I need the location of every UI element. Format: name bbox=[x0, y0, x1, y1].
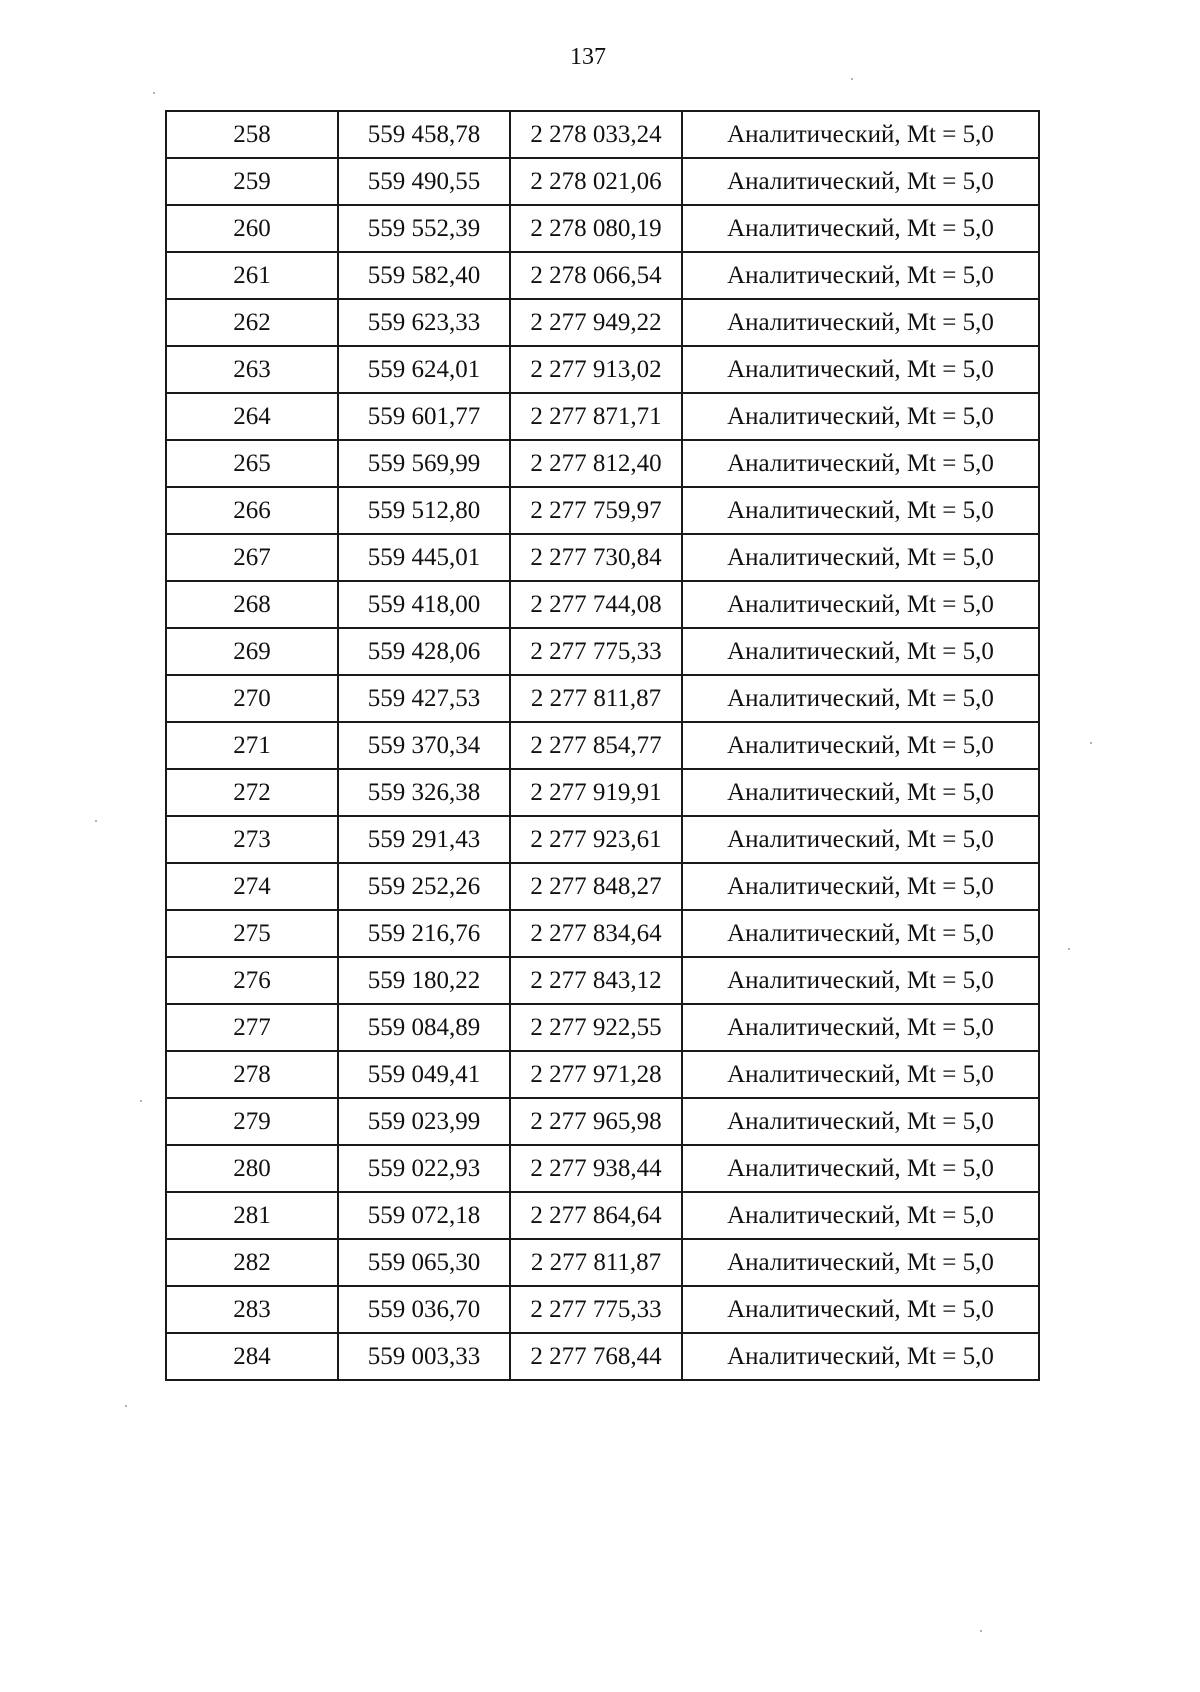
method-cell: Аналитический, Mt = 5,0 bbox=[682, 252, 1039, 299]
table-row bbox=[166, 299, 1039, 346]
method-cell: Аналитический, Mt = 5,0 bbox=[682, 628, 1039, 675]
x-coordinate-cell: 559 512,80 bbox=[338, 487, 510, 534]
y-coordinate-cell: 2 277 864,64 bbox=[510, 1192, 682, 1239]
table-row bbox=[166, 158, 1039, 205]
y-coordinate-cell: 2 277 744,08 bbox=[510, 581, 682, 628]
point-number-cell: 275 bbox=[166, 910, 338, 957]
y-coordinate-cell: 2 277 812,40 bbox=[510, 440, 682, 487]
method-cell: Аналитический, Mt = 5,0 bbox=[682, 1192, 1039, 1239]
x-coordinate-cell: 559 370,34 bbox=[338, 722, 510, 769]
x-coordinate-cell: 559 065,30 bbox=[338, 1239, 510, 1286]
method-cell: Аналитический, Mt = 5,0 bbox=[682, 1098, 1039, 1145]
table-row bbox=[166, 1239, 1039, 1286]
table-row bbox=[166, 1192, 1039, 1239]
point-number-cell: 259 bbox=[166, 158, 338, 205]
y-coordinate-cell: 2 278 021,06 bbox=[510, 158, 682, 205]
table-row bbox=[166, 1145, 1039, 1192]
table-row bbox=[166, 440, 1039, 487]
point-number-cell: 274 bbox=[166, 863, 338, 910]
y-coordinate-cell: 2 277 843,12 bbox=[510, 957, 682, 1004]
method-cell: Аналитический, Mt = 5,0 bbox=[682, 1239, 1039, 1286]
page-number: 137 bbox=[570, 44, 606, 70]
method-cell: Аналитический, Mt = 5,0 bbox=[682, 1333, 1039, 1380]
point-number-cell: 281 bbox=[166, 1192, 338, 1239]
table-row bbox=[166, 1098, 1039, 1145]
x-coordinate-cell: 559 084,89 bbox=[338, 1004, 510, 1051]
x-coordinate-cell: 559 049,41 bbox=[338, 1051, 510, 1098]
table-row bbox=[166, 722, 1039, 769]
method-cell: Аналитический, Mt = 5,0 bbox=[682, 816, 1039, 863]
x-coordinate-cell: 559 291,43 bbox=[338, 816, 510, 863]
x-coordinate-cell: 559 023,99 bbox=[338, 1098, 510, 1145]
x-coordinate-cell: 559 601,77 bbox=[338, 393, 510, 440]
point-number-cell: 278 bbox=[166, 1051, 338, 1098]
method-cell: Аналитический, Mt = 5,0 bbox=[682, 910, 1039, 957]
point-number-cell: 272 bbox=[166, 769, 338, 816]
point-number-cell: 269 bbox=[166, 628, 338, 675]
x-coordinate-cell: 559 623,33 bbox=[338, 299, 510, 346]
point-number-cell: 266 bbox=[166, 487, 338, 534]
y-coordinate-cell: 2 277 965,98 bbox=[510, 1098, 682, 1145]
scan-speck bbox=[980, 1630, 982, 1632]
table-row bbox=[166, 957, 1039, 1004]
y-coordinate-cell: 2 278 033,24 bbox=[510, 111, 682, 158]
table-row bbox=[166, 346, 1039, 393]
table-row bbox=[166, 769, 1039, 816]
table-row bbox=[166, 1286, 1039, 1333]
x-coordinate-cell: 559 418,00 bbox=[338, 581, 510, 628]
y-coordinate-cell: 2 277 919,91 bbox=[510, 769, 682, 816]
scan-speck bbox=[140, 1100, 142, 1102]
method-cell: Аналитический, Mt = 5,0 bbox=[682, 863, 1039, 910]
table-row bbox=[166, 581, 1039, 628]
point-number-cell: 258 bbox=[166, 111, 338, 158]
y-coordinate-cell: 2 277 775,33 bbox=[510, 628, 682, 675]
y-coordinate-cell: 2 277 730,84 bbox=[510, 534, 682, 581]
x-coordinate-cell: 559 624,01 bbox=[338, 346, 510, 393]
table-row bbox=[166, 205, 1039, 252]
y-coordinate-cell: 2 277 811,87 bbox=[510, 675, 682, 722]
y-coordinate-cell: 2 277 923,61 bbox=[510, 816, 682, 863]
coordinates-table-body bbox=[166, 111, 1039, 1380]
x-coordinate-cell: 559 326,38 bbox=[338, 769, 510, 816]
x-coordinate-cell: 559 569,99 bbox=[338, 440, 510, 487]
x-coordinate-cell: 559 490,55 bbox=[338, 158, 510, 205]
method-cell: Аналитический, Mt = 5,0 bbox=[682, 581, 1039, 628]
scan-speck bbox=[1068, 948, 1070, 950]
y-coordinate-cell: 2 277 811,87 bbox=[510, 1239, 682, 1286]
table-row bbox=[166, 628, 1039, 675]
table-row bbox=[166, 816, 1039, 863]
method-cell: Аналитический, Mt = 5,0 bbox=[682, 440, 1039, 487]
point-number-cell: 260 bbox=[166, 205, 338, 252]
point-number-cell: 280 bbox=[166, 1145, 338, 1192]
x-coordinate-cell: 559 428,06 bbox=[338, 628, 510, 675]
table-row bbox=[166, 111, 1039, 158]
method-cell: Аналитический, Mt = 5,0 bbox=[682, 675, 1039, 722]
x-coordinate-cell: 559 216,76 bbox=[338, 910, 510, 957]
method-cell: Аналитический, Mt = 5,0 bbox=[682, 299, 1039, 346]
point-number-cell: 263 bbox=[166, 346, 338, 393]
x-coordinate-cell: 559 036,70 bbox=[338, 1286, 510, 1333]
x-coordinate-cell: 559 072,18 bbox=[338, 1192, 510, 1239]
y-coordinate-cell: 2 278 080,19 bbox=[510, 205, 682, 252]
table-row bbox=[166, 675, 1039, 722]
y-coordinate-cell: 2 278 066,54 bbox=[510, 252, 682, 299]
point-number-cell: 267 bbox=[166, 534, 338, 581]
y-coordinate-cell: 2 277 759,97 bbox=[510, 487, 682, 534]
table-row bbox=[166, 1051, 1039, 1098]
point-number-cell: 264 bbox=[166, 393, 338, 440]
method-cell: Аналитический, Mt = 5,0 bbox=[682, 346, 1039, 393]
x-coordinate-cell: 559 022,93 bbox=[338, 1145, 510, 1192]
x-coordinate-cell: 559 445,01 bbox=[338, 534, 510, 581]
table-row bbox=[166, 252, 1039, 299]
y-coordinate-cell: 2 277 871,71 bbox=[510, 393, 682, 440]
table-row bbox=[166, 534, 1039, 581]
x-coordinate-cell: 559 180,22 bbox=[338, 957, 510, 1004]
x-coordinate-cell: 559 003,33 bbox=[338, 1333, 510, 1380]
method-cell: Аналитический, Mt = 5,0 bbox=[682, 1286, 1039, 1333]
table-row bbox=[166, 393, 1039, 440]
y-coordinate-cell: 2 277 834,64 bbox=[510, 910, 682, 957]
y-coordinate-cell: 2 277 854,77 bbox=[510, 722, 682, 769]
point-number-cell: 279 bbox=[166, 1098, 338, 1145]
method-cell: Аналитический, Mt = 5,0 bbox=[682, 205, 1039, 252]
scan-speck bbox=[1090, 742, 1092, 744]
table-row bbox=[166, 910, 1039, 957]
method-cell: Аналитический, Mt = 5,0 bbox=[682, 1145, 1039, 1192]
method-cell: Аналитический, Mt = 5,0 bbox=[682, 487, 1039, 534]
y-coordinate-cell: 2 277 768,44 bbox=[510, 1333, 682, 1380]
method-cell: Аналитический, Mt = 5,0 bbox=[682, 769, 1039, 816]
point-number-cell: 277 bbox=[166, 1004, 338, 1051]
method-cell: Аналитический, Mt = 5,0 bbox=[682, 957, 1039, 1004]
y-coordinate-cell: 2 277 848,27 bbox=[510, 863, 682, 910]
method-cell: Аналитический, Mt = 5,0 bbox=[682, 158, 1039, 205]
method-cell: Аналитический, Mt = 5,0 bbox=[682, 1051, 1039, 1098]
y-coordinate-cell: 2 277 971,28 bbox=[510, 1051, 682, 1098]
point-number-cell: 283 bbox=[166, 1286, 338, 1333]
y-coordinate-cell: 2 277 913,02 bbox=[510, 346, 682, 393]
point-number-cell: 284 bbox=[166, 1333, 338, 1380]
table-row bbox=[166, 487, 1039, 534]
table-row bbox=[166, 1004, 1039, 1051]
point-number-cell: 261 bbox=[166, 252, 338, 299]
x-coordinate-cell: 559 252,26 bbox=[338, 863, 510, 910]
y-coordinate-cell: 2 277 949,22 bbox=[510, 299, 682, 346]
scan-speck bbox=[125, 1405, 127, 1407]
table-row bbox=[166, 1333, 1039, 1380]
y-coordinate-cell: 2 277 922,55 bbox=[510, 1004, 682, 1051]
method-cell: Аналитический, Mt = 5,0 bbox=[682, 1004, 1039, 1051]
point-number-cell: 282 bbox=[166, 1239, 338, 1286]
y-coordinate-cell: 2 277 775,33 bbox=[510, 1286, 682, 1333]
point-number-cell: 271 bbox=[166, 722, 338, 769]
scan-speck bbox=[851, 78, 853, 80]
scan-speck bbox=[95, 820, 97, 822]
x-coordinate-cell: 559 458,78 bbox=[338, 111, 510, 158]
method-cell: Аналитический, Mt = 5,0 bbox=[682, 111, 1039, 158]
point-number-cell: 273 bbox=[166, 816, 338, 863]
point-number-cell: 268 bbox=[166, 581, 338, 628]
y-coordinate-cell: 2 277 938,44 bbox=[510, 1145, 682, 1192]
x-coordinate-cell: 559 582,40 bbox=[338, 252, 510, 299]
x-coordinate-cell: 559 427,53 bbox=[338, 675, 510, 722]
x-coordinate-cell: 559 552,39 bbox=[338, 205, 510, 252]
point-number-cell: 276 bbox=[166, 957, 338, 1004]
method-cell: Аналитический, Mt = 5,0 bbox=[682, 534, 1039, 581]
point-number-cell: 265 bbox=[166, 440, 338, 487]
method-cell: Аналитический, Mt = 5,0 bbox=[682, 393, 1039, 440]
coordinates-table bbox=[165, 110, 1040, 1381]
table-row bbox=[166, 863, 1039, 910]
method-cell: Аналитический, Mt = 5,0 bbox=[682, 722, 1039, 769]
point-number-cell: 270 bbox=[166, 675, 338, 722]
scan-speck bbox=[153, 92, 155, 94]
point-number-cell: 262 bbox=[166, 299, 338, 346]
